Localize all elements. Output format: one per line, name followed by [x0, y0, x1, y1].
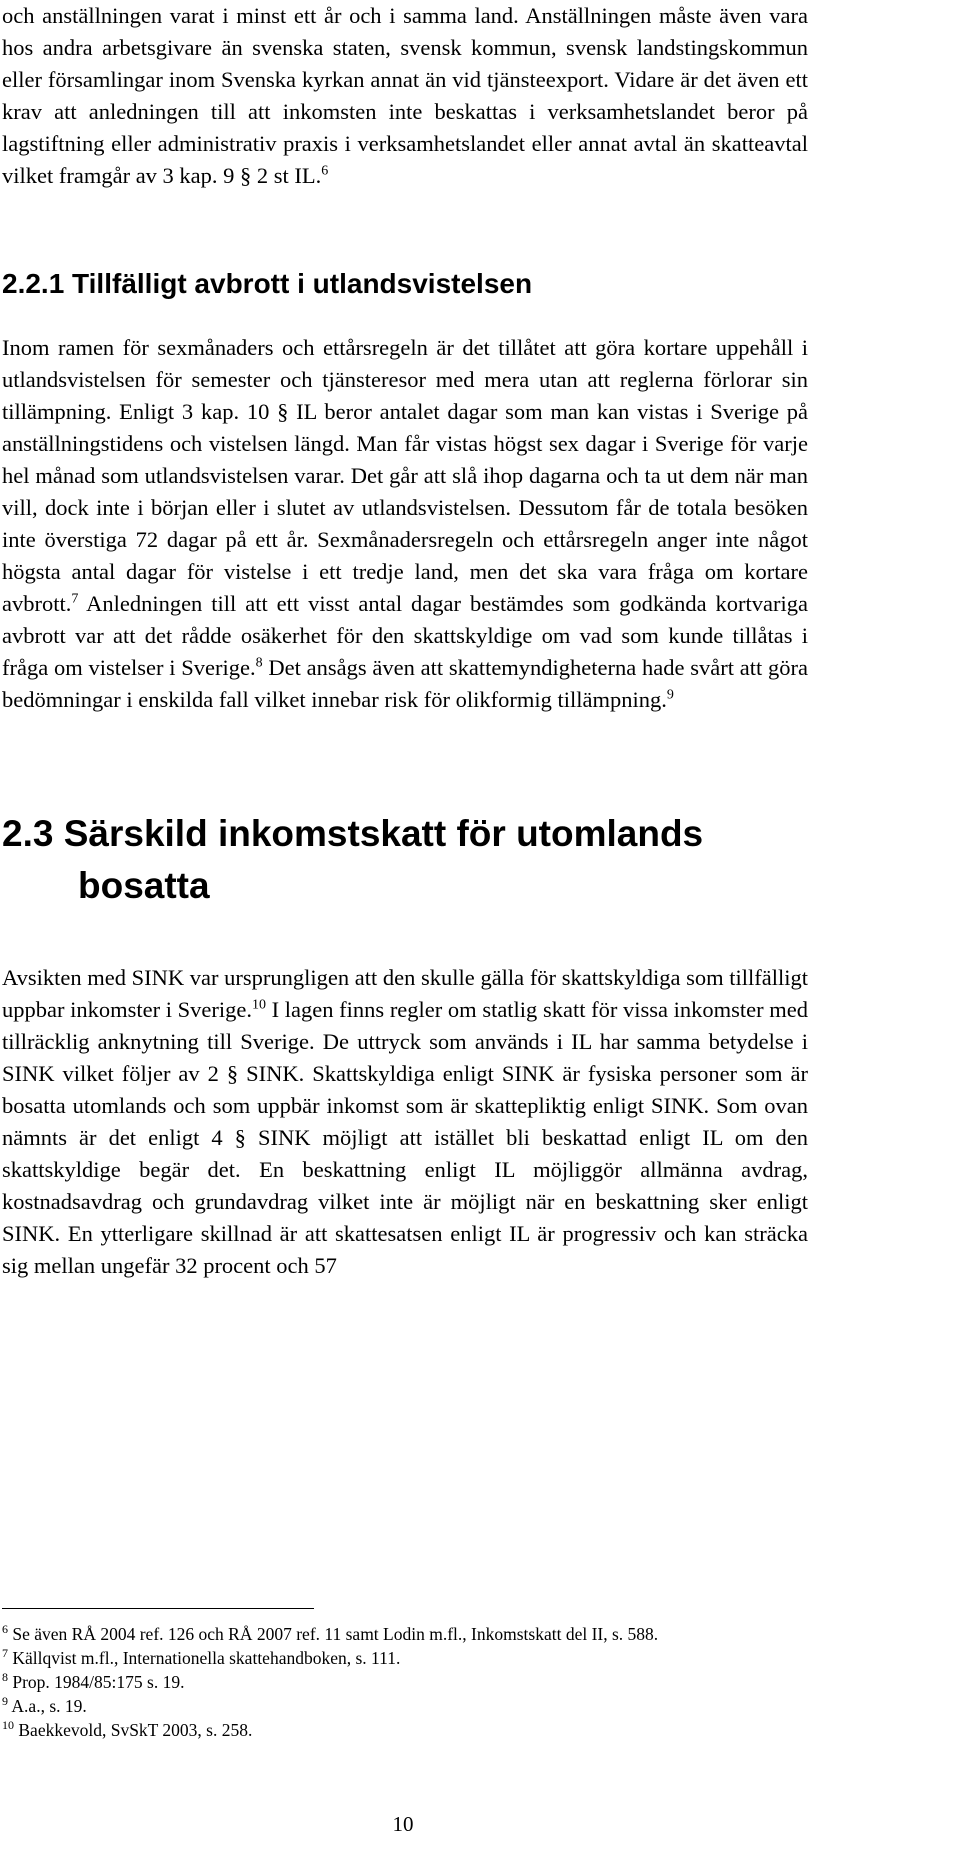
footnote-text: Se även RÅ 2004 ref. 126 och RÅ 2007 ref. 11 samt Lodin m.fl., Inkomstskatt del II, s. 588. [12, 1624, 659, 1644]
footnote-text: Prop. 1984/85:175 s. 19. [12, 1672, 185, 1692]
footnote-ref-7[interactable]: 7 [71, 591, 79, 607]
footnote-text: Baekkevold, SvSkT 2003, s. 258. [18, 1720, 253, 1740]
paragraph-text: Anledningen till att ett visst antal dagar bestämdes som godkända kortvariga avbrott var att det rådde osäkerhet för den skattskyldige om vad som kunde tillåtas i fråga om vistelser i Sverige. [2, 591, 808, 680]
footnote-number: 8 [2, 1670, 8, 1685]
footnote-ref-6[interactable]: 6 [321, 163, 329, 179]
section-heading-2-3: 2.3 Särskild inkomstskatt för utomlands bosatta [2, 813, 704, 906]
paragraph-intro [2, 0, 808, 192]
footnote-10 [2, 1718, 808, 1742]
section-heading-2-2-1: 2.2.1 Tillfälligt avbrott i utlandsvistelsen [2, 268, 533, 299]
footnote-number: 7 [2, 1646, 8, 1661]
footnote-ref-9[interactable]: 9 [666, 687, 674, 703]
paragraph-text: Avsikten med SINK var ursprungligen att den skulle gälla för skattskyldiga som tillfälligt uppbar inkomster i Sverige. [2, 965, 808, 1022]
paragraph-temporary-break [2, 332, 808, 716]
footnote-number: 6 [2, 1622, 8, 1637]
footnote-ref-10[interactable]: 10 [252, 997, 267, 1013]
footnote-8 [2, 1670, 808, 1694]
paragraph-intro-text: och anställningen varat i minst ett år och i samma land. Anställningen måste även vara hos andra arbetsgivare än svenska staten, svensk kommun, svensk landstingskommun eller församlingar inom Svenska kyrkan annat än vid tjänsteexport. Vidare är det även ett krav att anledningen till att inkomsten inte beskattas i verksamhetslandet beror på lagstiftning eller administrativ praxis i verksamhetslandet eller annat avtal än skatteavtal vilket framgår av 3 kap. 9 § 2 st IL. [2, 3, 808, 188]
footnotes [2, 1622, 808, 1742]
footnote-7 [2, 1646, 808, 1670]
paragraph-text: I lagen finns regler om statlig skatt för vissa inkomster med tillräcklig anknytning till Sverige. De uttryck som används i IL har samma betydelse i SINK vilket följer av 2 § SINK. Skattskyldiga enligt SINK är fysiska personer som är bosatta utomlands och som uppbär inkomst som är skattepliktig enligt SINK. Som ovan nämnts är det enligt 4 § SINK möjligt att istället bli beskattad enligt IL om den skattskyldige begär det. En beskattning enligt IL möjliggör allmänna avdrag, kostnadsavdrag och grundavdrag vilket inte är möjligt när en beskattning sker enligt SINK. En ytterligare skillnad är att skattesatsen enligt IL är progressiv och kan sträcka sig mellan ungefär 32 procent och 57 [2, 997, 808, 1278]
paragraph-text: Inom ramen för sexmånaders och ettårsregeln är det tillåtet att göra kortare uppehåll i utlandsvistelsen för semester och tjänsteresor med mera utan att reglerna förlorar sin tillämpning. Enligt 3 kap. 10 § IL beror antalet dagar som man kan vistas i Sverige på anställningstidens och vistelsen längd. Man får vistas högst sex dagar i Sverige för varje hel månad som utlandsvistelsen varar. Det går att slå ihop dagarna och ta ut dem när man vill, dock inte i början eller i slutet av utlandsvistelsen. Dessutom får de totala besöken inte överstiga 72 dagar på ett år. Sexmånadersregeln och ettårsregeln anger inte något högsta antal dagar för vistelse i ett tredje land, men det ska vara fråga om kortare avbrott. [2, 335, 808, 616]
footnote-6 [2, 1622, 808, 1646]
footnote-text: A.a., s. 19. [11, 1696, 87, 1716]
paragraph-sink [2, 962, 808, 1282]
footnote-ref-8[interactable]: 8 [255, 655, 263, 671]
footnote-text: Källqvist m.fl., Internationella skattehandboken, s. 111. [12, 1648, 401, 1668]
footnote-number: 9 [2, 1694, 8, 1709]
paragraph-text: Det ansågs även att skattemyndigheterna hade svårt att göra bedömningar i enskilda fall vilket innebar risk för olikformig tillämpning. [2, 655, 808, 712]
footnote-9 [2, 1694, 808, 1718]
footnote-number: 10 [2, 1718, 14, 1733]
footnote-separator [2, 1608, 314, 1609]
page-number: 10 [392, 1812, 414, 1836]
